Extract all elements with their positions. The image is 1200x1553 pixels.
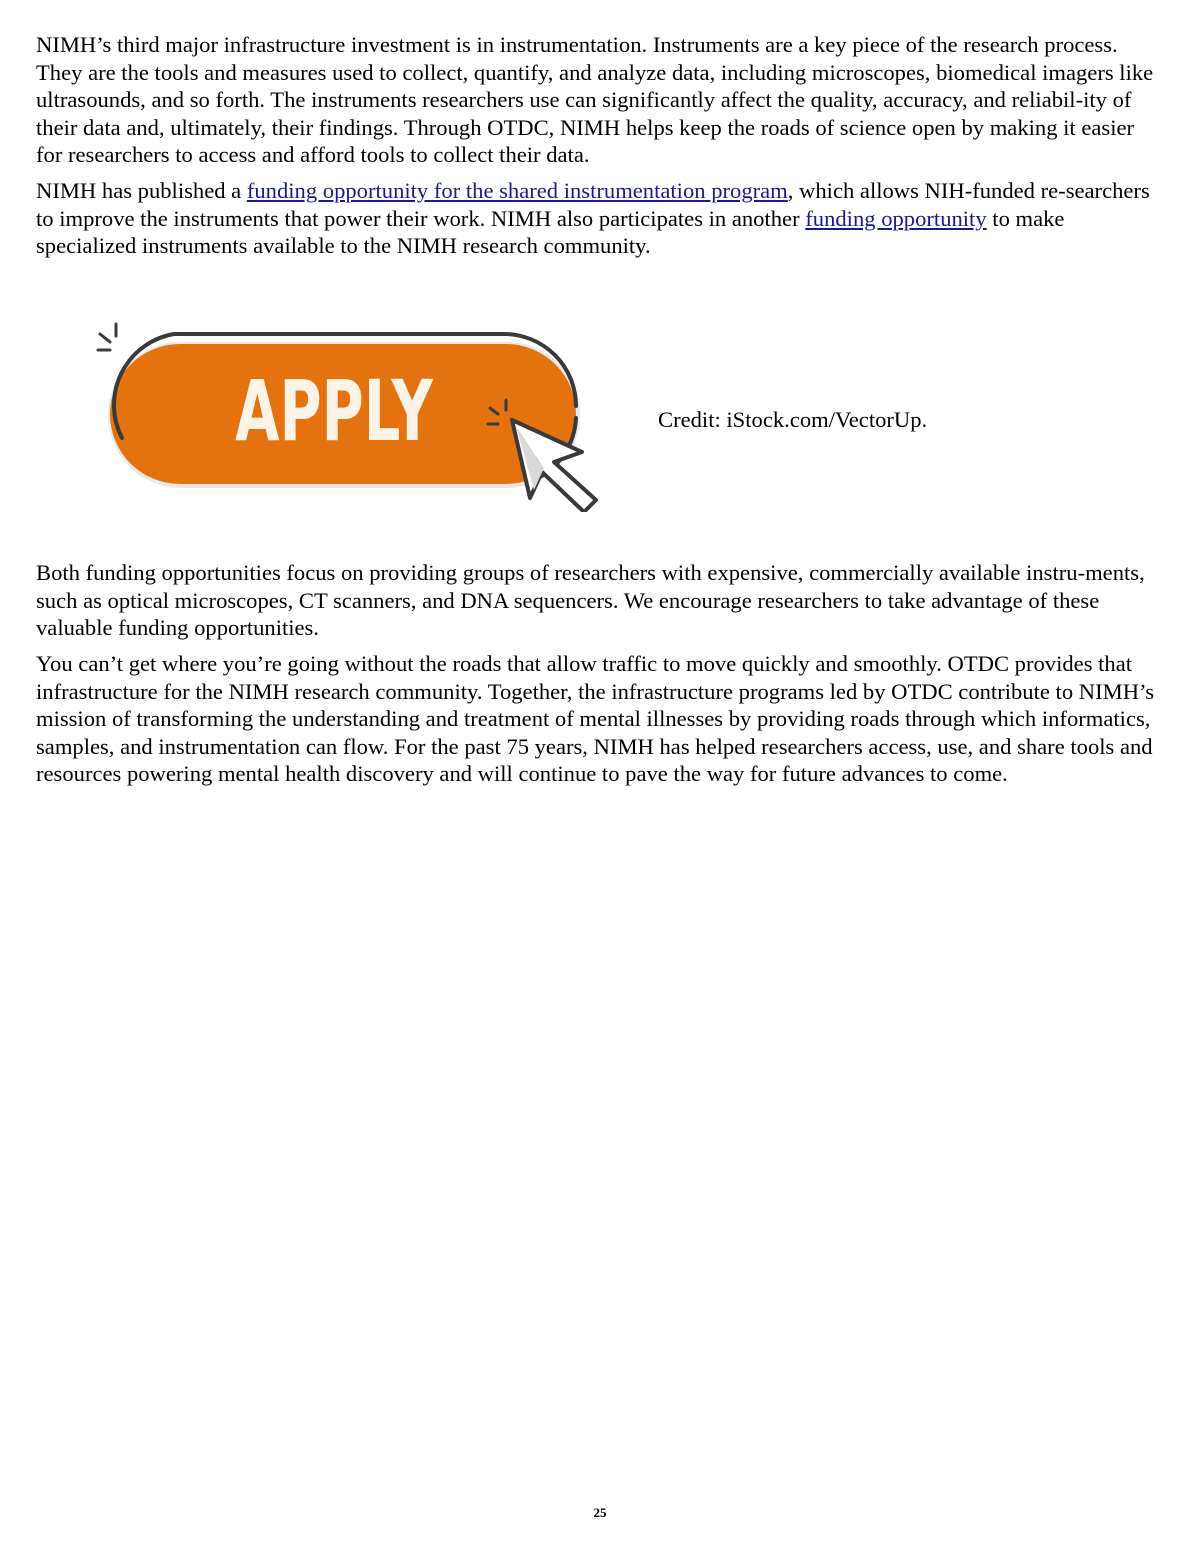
paragraph-funding-opportunities: [36, 177, 1166, 260]
paragraph-text: , which allows NIH-funded re-searchers to improve the instruments that power their work. NIMH also participates in another: [36, 178, 1150, 231]
shared-instrumentation-link[interactable]: funding opportunity for the shared instrumentation program: [246, 178, 788, 203]
image-credit: Credit: iStock.com/VectorUp.: [658, 407, 928, 432]
paragraph-conclusion: You can’t get where you’re going without the roads that allow traffic to move quickly and smoothly. OTDC provides that infrastructure for the NIMH research community. Together, the infrastructure programs led by OTDC contribute to NIMH’s mission of transforming the understanding and treatment of mental illnesses by providing roads through which informatics, samples, and instrumentation can flow. For the past 75 years, NIMH has helped researchers access, use, and share tools and resources powering mental health discovery and will continue to pave the way for future advances to come.: [36, 651, 1155, 786]
apply-button-text: APPLY: [235, 362, 434, 460]
paragraph-instrumentation-intro: NIMH’s third major infrastructure investment is in instrumentation. Instruments are a key piece of the research process. They are the tools and measures used to collect, quantify, and analyze data, including microscopes, biomedical imagers like ultrasounds, and so forth. The instruments researchers use can significantly affect the quality, accuracy, and reliabil-ity of their data and, ultimately, their findings. Through OTDC, NIMH helps keep the roads of science open by making it easier for researchers to access and afford tools to collect their data.: [36, 32, 1154, 167]
apply-button-illustration: [94, 320, 601, 512]
paragraph-text: to make specialized instruments available to the NIMH research community.: [36, 205, 1065, 258]
apply-illustration-svg: [94, 320, 601, 512]
paragraph-text: NIMH has published a: [36, 178, 247, 203]
funding-opportunity-link[interactable]: funding opportunity: [805, 205, 987, 231]
paragraph-funding-focus: Both funding opportunities focus on providing groups of researchers with expensive, commercially available instru-ments, such as optical microscopes, CT scanners, and DNA sequencers. We encourage researchers to take advantage of these valuable funding opportunities.: [36, 560, 1145, 640]
click-spark-icon: [98, 324, 116, 350]
page-number: 25: [593, 1505, 607, 1520]
